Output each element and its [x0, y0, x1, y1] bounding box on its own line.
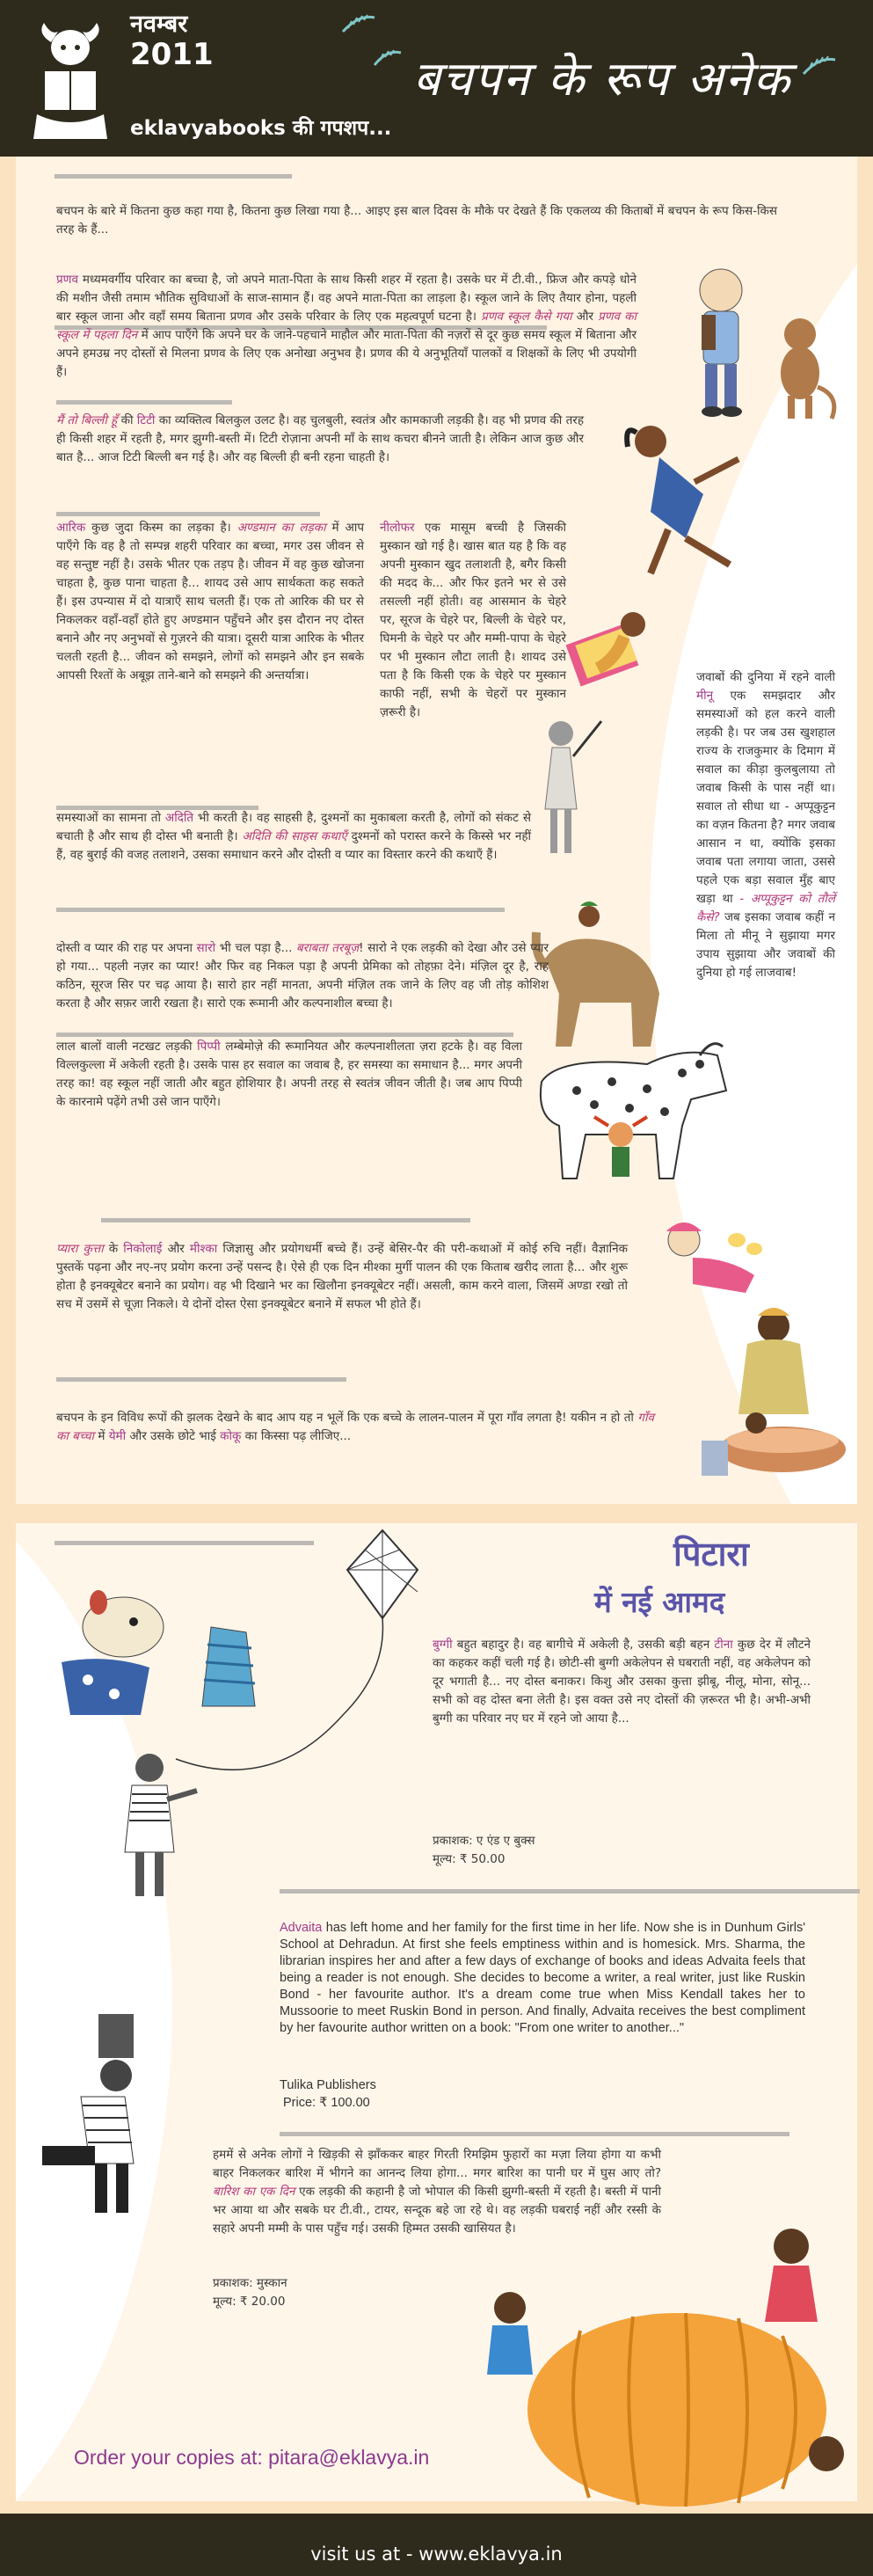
pranav-section	[56, 271, 637, 382]
neelofar-section	[380, 519, 566, 722]
buggi-price: मूल्य: ₹ 50.00	[433, 1852, 506, 1866]
advaita-price: Price: ₹ 100.00	[283, 2096, 370, 2110]
girl-with-stick-illustration	[526, 712, 605, 862]
book-title: प्यारा कुत्ता	[56, 1242, 104, 1256]
pitara-subtitle: में नई आमद	[594, 1585, 725, 1619]
character-name: पिप्पी	[197, 1040, 221, 1054]
paragraph-text: बहुत बहादुर है। वह बागीचे में अकेली है, उसकी बड़ी बहन	[452, 1638, 715, 1652]
buggi-publisher: प्रकाशक: ए एंड ए बुक्स	[433, 1834, 535, 1848]
divider	[101, 1218, 470, 1222]
paragraph-text: की	[117, 413, 137, 427]
dog-with-bag-illustration	[35, 1583, 264, 1724]
book-title: बराबता तरबूज़	[296, 941, 360, 955]
paragraph-text: लम्बेमोज़े की रूमानियत और कल्पनाशीलता ज़रा हटके है। वह विला विल्लकुल्ला में अकेली रहती है। उसके पास हर सवाल का जवाब है, हर समस्या का समाधान है... मगर अपनी तरह का! वह स्कूल नहीं जाती और बहुत होशियार है। अपनी तरह से स्वतंत्र जीवन जीती है। जब आप पिप्पी के कारनामे पढ़ेंगे तभी उसे जान पाएँगे।	[56, 1040, 522, 1109]
saro-section	[56, 939, 549, 1013]
paragraph-text: जब इसका जवाब कहीं न मिला तो मीनू ने सुझाया मगर उपाय सुझाया और जवाबों की दुनिया हो गई लाजवाब!	[696, 910, 835, 980]
aditi-section	[56, 809, 531, 865]
book-title: गाँव का बच्चा	[56, 1411, 654, 1443]
book-title: प्रणव का स्कूल में पहला दिन	[56, 310, 637, 342]
order-contact[interactable]: Order your copies at: pitara@eklavya.in	[74, 2446, 430, 2469]
paragraph-text: ! सारो ने एक लड़की को देखा और उसे प्यार हो गया... पहली नज़र का प्यार! और फिर वह निकल पड़ा है अपनी प्रेमिका को तोहफ़ा देने। मंज़िल दूर है, राह कठिन, सूरज सिर पर चढ़ आया है। सारो हार नहीं मानता, अपनी मंज़िल तक जाने के लिए वह जी तोड़ कोशिश करता है और सफ़र जारी रखता है। सारो एक रूमानी और कल्पनाशील बच्चा है।	[56, 941, 549, 1011]
paragraph-text: एक मासूम बच्ची है जिसकी मुस्कान खो गई है। खास बात यह है कि वह अपनी मुस्कान खुद तलाशती है, बगैर किसी की मदद के... और फिर इतने भर से उसे तसल्ली नहीं होती। वह आसमान के चेहरे पर, सूरज के चेहरे पर, बिल्ली के चेहरे पर, घिमनी के चेहरे पर और मम्मी-पापा के चेहरे पर भी मुस्कान लौटा लाती है। शायद उसे पता है कि किसी एक के चेहरे पर मुस्कान काफी नहीं, सभी के चेहरों पर मुस्कान ज़रूरी है।	[380, 521, 566, 719]
book-title: अण्डमान का लड़का	[236, 521, 326, 535]
character-name: सारो	[196, 941, 216, 955]
fern-leaf-icon	[802, 55, 837, 77]
boy-with-monkey-illustration	[677, 264, 844, 422]
girl-reading-logo-icon	[19, 16, 121, 148]
paragraph-text: का किस्सा पढ़ लीजिए...	[241, 1429, 352, 1443]
paragraph-text: का व्यक्तित्व बिलकुल उलट है। वह चुलबुली, स्वतंत्र और कामकाजी लड़की है। वह भी प्रणव की तरह ही किसी शहर में रहती है, मगर झुग्गी-बस्ती में। टिटी रोज़ाना अपनी माँ के साथ कचरा बीनने जाती है। लेकिन आज कुछ और बात है... आज टिटी बिल्ली बन गई है। और वह बिल्ली ही बनी रहना चाहती है।	[56, 413, 584, 464]
titi-section	[56, 412, 584, 467]
pitara-title: पिटारा	[673, 1535, 749, 1573]
tagline: eklavyabooks की गपशप...	[130, 117, 392, 140]
book-title: अदिति की साहस कथाएँ	[242, 829, 347, 843]
character-name: टिटी	[136, 413, 156, 427]
character-name: आरिक	[56, 521, 86, 535]
boy-with-chicks-illustration	[640, 1205, 772, 1302]
meenu-section	[696, 668, 835, 982]
girl-with-telescope-illustration	[37, 2014, 169, 2216]
paragraph-text: और	[571, 310, 599, 324]
paragraph-text: बचपन के इन विविध रूपों की झलक देखने के बाद आप यह न भूलें कि एक बच्चे के लालन-पालन में पूरा गाँव लगता है! यकीन न हो तो	[56, 1411, 638, 1425]
fern-leaf-icon	[373, 47, 403, 69]
paragraph-text: हममें से अनेक लोगों ने खिड़की से झाँककर बाहर गिरती रिमझिम फुहारों का मज़ा लिया होगा या कभी बाहर निकलकर बारिश में भीगने का आनन्द लिया होगा... मगर बारिश का पानी घर में घुस आए तो?	[213, 2148, 661, 2180]
paragraph-text: जिज्ञासु और प्रयोगधर्मी बच्चे हैं। उन्हें बेसिर-पैर की परी-कथाओं में कोई रुचि नहीं। वैज्ञानिक पुस्तकें पढ़ना और नए-नए प्रयोग करना उन्हें पसन्द है। ऐसे ही एक दिन मीश्का मुर्गी पालन की एक किताब खरीद लाता है... और शुरू होता है इनक्यूबेटर बनाने का प्रयोग। वह भी दिखाने भर का खिलौना इनक्यूबेटर नहीं। असली, काम करने वाला, जिसमें अण्डा रखो तो सच में उसमें से चूज़ा निकले। ये दोनों दोस्त ऐसा इनक्यूबेटर बनाने में सफल भी होते हैं।	[56, 1242, 628, 1311]
barish-publisher: प्रकाशक: मुस्कान	[213, 2276, 287, 2290]
paragraph-text: मध्यमवर्गीय परिवार का बच्चा है, जो अपने माता-पिता के साथ किसी शहर में रहता है। उसके घर में टी.वी., फ्रिज और कपड़े धोने की मशीन जैसी तमाम भौतिक सुविधाओं के साज-सामान हैं। वह अपने माता-पिता का लाड़ला है। स्कूल जाने के लिए तैयार होना, पहली बार स्कूल जाना और वहाँ समय बिताना प्रणव और उसके परिवार के लिए एक महत्वपूर्ण घटना है।	[56, 273, 637, 324]
closing-section	[56, 1409, 654, 1446]
character-name: येमी	[108, 1429, 127, 1443]
character-name: Advaita	[280, 1921, 323, 1935]
divider	[56, 908, 505, 912]
divider	[55, 174, 292, 179]
character-name: निकोलाई	[123, 1242, 163, 1256]
advaita-publisher: Tulika Publishers	[280, 2078, 376, 2092]
paragraph-text: एक लड़की की कहानी है जो भोपाल की किसी झुग्गी-बस्ती में रहती है। बस्ती में पानी भर आया था और सबके घर टी.वी., टायर, सन्दूक बहे जा रहे थे। वह लड़की घबराई नहीं और रस्सी के सहारे अपनी मम्मी के पास पहुँच गई। उसकी हिम्मत उसकी खासियत है।	[213, 2185, 661, 2236]
paragraph-text: कुछ देर में लौटने का कहकर कहीं चली गई है। छोटी-सी बुग्गी अकेलेपन से घबराती नहीं, वह अकेलेपन को दूर भगाती है... नए दोस्त बनाकर। किशु और उसका कुत्ता झीबू, नीलू, मोना, सोनू... सभी को वह दोस्त बना लेती है। इस वक्त उसे नए दोस्तों की ज़रूरत भी है। अभी-अभी बुग्गी का परिवार नए घर में रहने जो आया है...	[433, 1638, 811, 1726]
pippi-section	[56, 1038, 522, 1112]
polka-dot-horse-illustration	[524, 1020, 744, 1187]
paragraph-text: जवाबों की दुनिया में रहने वाली	[696, 670, 835, 684]
paragraph-text: में आप पाएँगे कि वह है तो सम्पन्न शहरी परिवार का बच्चा, मगर उस जीवन से वह सन्तुष्ट नहीं है। उसके भीतर एक तड़प है। जीवन में वह कुछ खोजना चाहता है, कुछ पाना चाहता है... शायद उसे आप सार्थकता कह सकते हैं। इस उपन्यास में दो यात्राएँ साथ चलती हैं। एक तो आरिक की घर से निकलकर वहाँ-वहाँ होते हुए अण्डमान पहुँचने और इस दौरान नए दोस्त बनाने और नए अनुभवों से गुज़रने की यात्रा। दूसरी यात्रा आरिक के भीतर चलती रहती है... जीवन को समझने, लोगों को समझने और इन सबके आपसी रिश्तों के अबूझ ताने-बाने को समझने की अन्तर्यात्रा।	[56, 521, 365, 682]
book-title: बारिश का एक दिन	[213, 2185, 295, 2199]
girl-flying-kite-illustration	[105, 1747, 202, 1905]
character-name: टीना	[714, 1638, 733, 1652]
character-name: कोकू	[220, 1429, 242, 1443]
paragraph-text: में	[94, 1429, 109, 1443]
fern-leaf-icon	[341, 14, 376, 35]
paragraph-text: समस्याओं का सामना तो	[56, 811, 165, 825]
character-name: नीलोफर	[380, 521, 415, 535]
advaita-section	[280, 1920, 805, 2037]
book-title: मैं तो बिल्ली हूँ	[56, 413, 118, 427]
footer-website-link[interactable]: visit us at - www.eklavya.in	[310, 2543, 563, 2565]
character-name: बुग्गी	[433, 1638, 453, 1652]
book-title: - अप्पूकुट्टन को तौलें कैसे?	[696, 892, 836, 924]
paragraph-text: has left home and her family for the first time in her life. Now she is in Dunhum Girls' School at Dehradun. At first she feels emptiness within and is homesick. Mrs. Sharma, the librarian inspires her and after a few days of exchange of books and ideas Advaita feels that being a reader is not enough. She decides to become a writer, a real writer, just like Ruskin Bond - her favourite author. It's a dream come true when Miss Kendall takes her to Mussoorie to meet Ruskin Bond in person. And finally, Advaita receives the best compliment by her favourite author written on a book: "From one writer to another..."	[280, 1921, 805, 2035]
divider	[56, 512, 320, 516]
divider	[280, 2132, 789, 2136]
divider	[56, 400, 232, 405]
issue-year: 2011	[130, 37, 214, 72]
paragraph-text: लाल बालों वाली नटखट लड़की	[56, 1040, 198, 1054]
intro-text: बचपन के बारे में कितना कुछ कहा गया है, कितना कुछ लिखा गया है... आइए इस बाल दिवस के मौके पर देखते हैं कि एकलव्य की किताबों में बचपन के रूप किस-किस तरह के हैं...	[56, 204, 777, 237]
paragraph-text: भी चल पड़ा है...	[215, 941, 297, 955]
running-girl-illustration	[615, 406, 765, 582]
divider	[56, 1377, 346, 1382]
paragraph-text: और	[162, 1242, 190, 1256]
character-name: अदिति	[164, 811, 194, 825]
buggi-section	[433, 1636, 811, 1728]
paragraph-text: में आप पाएँगे कि अपने घर के जाने-पहचाने माहौल और माता-पिता की नज़रों से दूर कुछ समय स्कूल में बिताना और अपने हमउम्र नए दोस्तों से मिलना प्रणव के लिए एक अनोखा अनुभव है। प्रणव की ये अनुभूतियाँ पालकों व शिक्षकों के लिए भी उपयोगी हैं।	[56, 328, 637, 379]
divider	[280, 1889, 860, 1894]
barish-price: मूल्य: ₹ 20.00	[213, 2295, 286, 2309]
paragraph-text: एक समझदार और समस्याओं को हल करने वाली लड़की है। पर जब उस खुशहाल राज्य के राजकुमार के दिमाग में सवाल का कीड़ा कुलबुलाया तो जवाब किसी के पास नहीं था। सवाल तो सीधा था - अप्पूकुट्टन का वज़न कितना है? मगर जवाब आसान न था, क्योंकि इसका जवाब पता लगाया जाता, उससे पहले एक बड़ा सवाल मुँह बाए खड़ा था	[696, 689, 835, 906]
girl-lying-illustration	[563, 598, 659, 695]
main-title: बचपन के रूप अनेक	[413, 51, 792, 106]
paragraph-text: भी करती है। वह साहसी है, दुश्मनों का मुकाबला करती है, लोगों को संकट से बचाती है और साथ ही दोस्त भी बनाती है।	[56, 811, 531, 843]
woman-bathing-child-illustration	[695, 1300, 853, 1489]
pumpkin-icon	[475, 2216, 857, 2507]
issue-month: नवम्बर	[130, 11, 188, 38]
paragraph-text: दुश्मनों को परास्त करने के किस्से भर नहीं हैं, वह बुराई की वजह तलाशने, उसका समाधान करने और दोस्ती व प्यार का विस्तार करने की कथाएँ हैं।	[56, 829, 532, 862]
paragraph-text: और उसके छोटे भाई	[126, 1429, 221, 1443]
book-title: प्रणव स्कूल कैसे गया	[481, 310, 572, 324]
nicholai-section	[56, 1240, 628, 1314]
paragraph-text: कुछ जुदा किस्म का लड़का है।	[85, 521, 237, 535]
section-separator	[0, 1504, 873, 1523]
character-name: मीश्का	[189, 1242, 218, 1256]
arik-section	[56, 519, 364, 685]
divider	[56, 1033, 513, 1037]
paragraph-text: दोस्ती व प्यार की राह पर अपना	[56, 941, 197, 955]
character-name: मीनू	[696, 689, 714, 703]
character-name: प्रणव	[56, 273, 78, 287]
paragraph-text: के	[103, 1242, 124, 1256]
